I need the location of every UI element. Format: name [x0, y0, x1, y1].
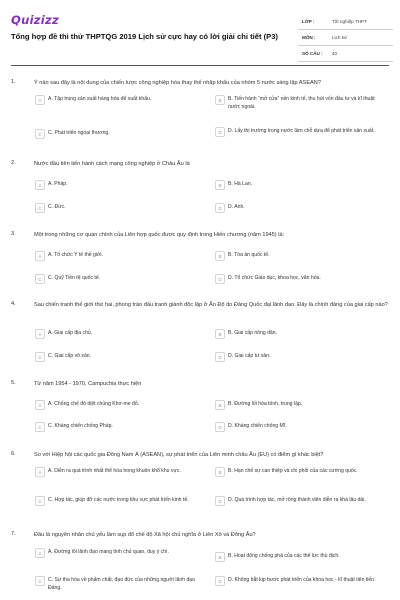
option-letter-box: C: [35, 203, 45, 213]
option-letter-box: B: [215, 180, 225, 190]
option-text: B. Hoạt động chống phá của các thế lực thù địch.: [228, 553, 340, 559]
option-b[interactable]: [215, 251, 390, 261]
option-letter-box: C: [35, 129, 45, 139]
question-text: Một trong những cơ quan chính của Liên hợp quốc được quy định trong Hiến chương (năm 1945) là:: [34, 232, 285, 238]
option-b[interactable]: [215, 180, 390, 190]
question-text: Đâu là nguyên nhân chủ yếu làm sụp đổ chế độ Xã hội chủ nghĩa ở Liên Xô và Đông Âu?: [34, 532, 256, 538]
option-c[interactable]: [35, 203, 210, 213]
option-c[interactable]: [35, 274, 210, 284]
option-text: D. Lấy thị trường trong nước làm chỗ dựa để phát triển sản xuất.: [228, 128, 375, 134]
option-letter-box: B: [215, 251, 225, 261]
option-text: B. Hà Lan.: [228, 181, 253, 187]
option-a[interactable]: [35, 548, 210, 558]
option-text: D. Kháng chiến chống Mĩ.: [228, 423, 287, 429]
option-a[interactable]: [35, 251, 210, 261]
option-letter-box: C: [35, 352, 45, 362]
option-letter-box: A: [35, 467, 45, 477]
option-c[interactable]: [35, 422, 210, 432]
option-letter-box: A: [35, 329, 45, 339]
option-letter-box: D: [215, 203, 225, 213]
option-d[interactable]: [215, 203, 390, 213]
option-text: C. Quỹ Tiền tệ quốc tế.: [48, 275, 101, 281]
option-d[interactable]: [215, 352, 390, 362]
option-text: C. Đức.: [48, 204, 66, 210]
option-text: A. Diễn ra quá trình nhất thể hóa trong khuôn khổ khu vực.: [48, 468, 181, 474]
option-text: C. Hợp tác, giúp đỡ các nước trong khu vực phát triển kinh tế.: [48, 497, 189, 503]
meta-value: Lịch sử: [332, 35, 348, 40]
page-title: Tổng hợp đề thi thử THPTQG 2019 Lịch sử cực hay có lời giải chi tiết (P3): [11, 32, 278, 41]
question-text: Ý nào sau đây là nội dung của chiến lược công nghiệp hóa thay thế nhập khẩu của nhóm 5 nước sáng lập ASEAN?: [34, 80, 321, 86]
option-letter-box: B: [215, 95, 225, 105]
meta-table: [298, 14, 393, 62]
option-text: B. Tòa án quốc tế.: [228, 252, 270, 258]
option-text: A. Giai cấp địa chủ.: [48, 330, 93, 336]
option-d[interactable]: [215, 496, 390, 506]
option-text: D. Anh.: [228, 204, 245, 210]
question-text: Từ năm 1954 - 1970, Campuchia thực hiện: [34, 381, 142, 387]
question-number: 5.: [11, 380, 16, 386]
option-c[interactable]: [35, 129, 210, 139]
meta-row-count: [298, 46, 393, 62]
option-d[interactable]: [215, 127, 390, 137]
option-letter-box: C: [35, 422, 45, 432]
option-text: C. Kháng chiến chống Pháp.: [48, 423, 113, 429]
option-letter-box: A: [35, 548, 45, 558]
option-text: A. Pháp.: [48, 181, 68, 187]
meta-row-class: [298, 14, 393, 30]
option-letter-box: A: [35, 180, 45, 190]
option-letter-box: C: [35, 576, 45, 586]
option-letter-box: A: [35, 251, 45, 261]
question-number: 2.: [11, 160, 16, 166]
option-d[interactable]: [215, 274, 390, 284]
question-text: Nước đầu tiên tiến hành cách mạng công nghiệp ở Châu Âu là: [34, 161, 190, 167]
option-letter-box: A: [35, 95, 45, 105]
header-divider: [11, 65, 389, 66]
option-a[interactable]: [35, 180, 210, 190]
option-c[interactable]: [35, 496, 210, 506]
option-letter-box: C: [35, 496, 45, 506]
question-number: 4.: [11, 301, 16, 307]
meta-value: Tốt nghiệp THPT: [332, 19, 367, 24]
option-letter-box: B: [215, 467, 225, 477]
option-text: A. Chống chế độ diệt chủng Khơ-me đỏ.: [48, 401, 140, 407]
option-c[interactable]: [35, 576, 210, 592]
question-number: 3.: [11, 231, 16, 237]
option-letter-box: D: [215, 274, 225, 284]
quizizz-logo: Quizizz: [11, 13, 60, 27]
meta-label: LỚP :: [302, 19, 315, 24]
option-a[interactable]: [35, 329, 210, 339]
option-text: D. Tổ chức Giáo dục, khoa học, văn hóa.: [228, 275, 321, 281]
option-a[interactable]: [35, 400, 210, 410]
option-a[interactable]: [35, 467, 210, 477]
meta-value: 40: [332, 51, 338, 56]
option-text: D. Giai cấp tư sản.: [228, 353, 271, 359]
option-a[interactable]: [35, 95, 210, 105]
question-text: So với Hiệp hội các quốc gia Đông Nam Á (ASEAN), sự phát triển của Liên minh châu Âu (EU) có điểm gì khác biệt?: [34, 452, 324, 458]
option-letter-box: C: [35, 274, 45, 284]
option-text: B. Đường lối hòa bình, trung lập.: [228, 401, 303, 407]
option-letter-box: D: [215, 496, 225, 506]
question-number: 1.: [11, 79, 16, 85]
option-letter-box: D: [215, 576, 225, 586]
meta-label: MÔN :: [302, 35, 316, 40]
question-number: 7.: [11, 531, 16, 537]
question-number: 6.: [11, 451, 16, 457]
option-text: B. Hạn chế sự can thiệp và chi phối của các cường quốc.: [228, 468, 358, 474]
option-text: C. Phát triển ngoại thương.: [48, 130, 110, 136]
option-b[interactable]: [215, 467, 390, 477]
option-letter-box: B: [215, 400, 225, 410]
option-text: A. Đường lối lãnh đạo mang tính chủ quan, duy ý chí.: [48, 549, 169, 555]
question-text: Sau chiến tranh thế giới thứ hai, phong trào đấu tranh giành độc lập ở Ấn Độ do Đảng Quốc đại lãnh đạo. Đây là chính đảng của giai cấp nào?: [34, 302, 388, 308]
option-text: A. Tổ chức Y tế thế giới.: [48, 252, 103, 258]
option-text: D. Quá trình hợp tác, mở rộng thành viên diễn ra khá lâu dài.: [228, 497, 366, 503]
option-letter-box: B: [215, 552, 225, 562]
option-text: C. Sự tha hóa về phẩm chất, đạo đức của những người lãnh đạo Đảng.: [48, 577, 195, 591]
option-b[interactable]: [215, 329, 390, 339]
option-letter-box: D: [215, 352, 225, 362]
option-letter-box: A: [35, 400, 45, 410]
meta-row-subject: [298, 30, 393, 46]
option-letter-box: D: [215, 127, 225, 137]
option-b[interactable]: [215, 400, 390, 410]
meta-label: SỐ CÂU :: [302, 51, 323, 56]
option-text: B. Tiến hành “mở cửa” nền kinh tế, thu hút vốn đầu tư và kĩ thuật nước ngoài.: [228, 96, 375, 110]
option-b[interactable]: [215, 95, 390, 111]
option-letter-box: B: [215, 329, 225, 339]
option-text: B. Giai cấp nông dân.: [228, 330, 277, 336]
option-d[interactable]: [215, 422, 390, 432]
option-c[interactable]: [35, 352, 210, 362]
option-text: A. Tập trung sản xuất hàng hóa để xuất khẩu.: [48, 96, 152, 102]
option-text: D. Không bắt kịp bước phát triển của khoa học - kĩ thuật tiên tiến.: [228, 577, 376, 583]
option-text: C. Giai cấp vô sản.: [48, 353, 92, 359]
option-b[interactable]: [215, 552, 390, 562]
option-letter-box: D: [215, 422, 225, 432]
option-d[interactable]: [215, 576, 390, 586]
